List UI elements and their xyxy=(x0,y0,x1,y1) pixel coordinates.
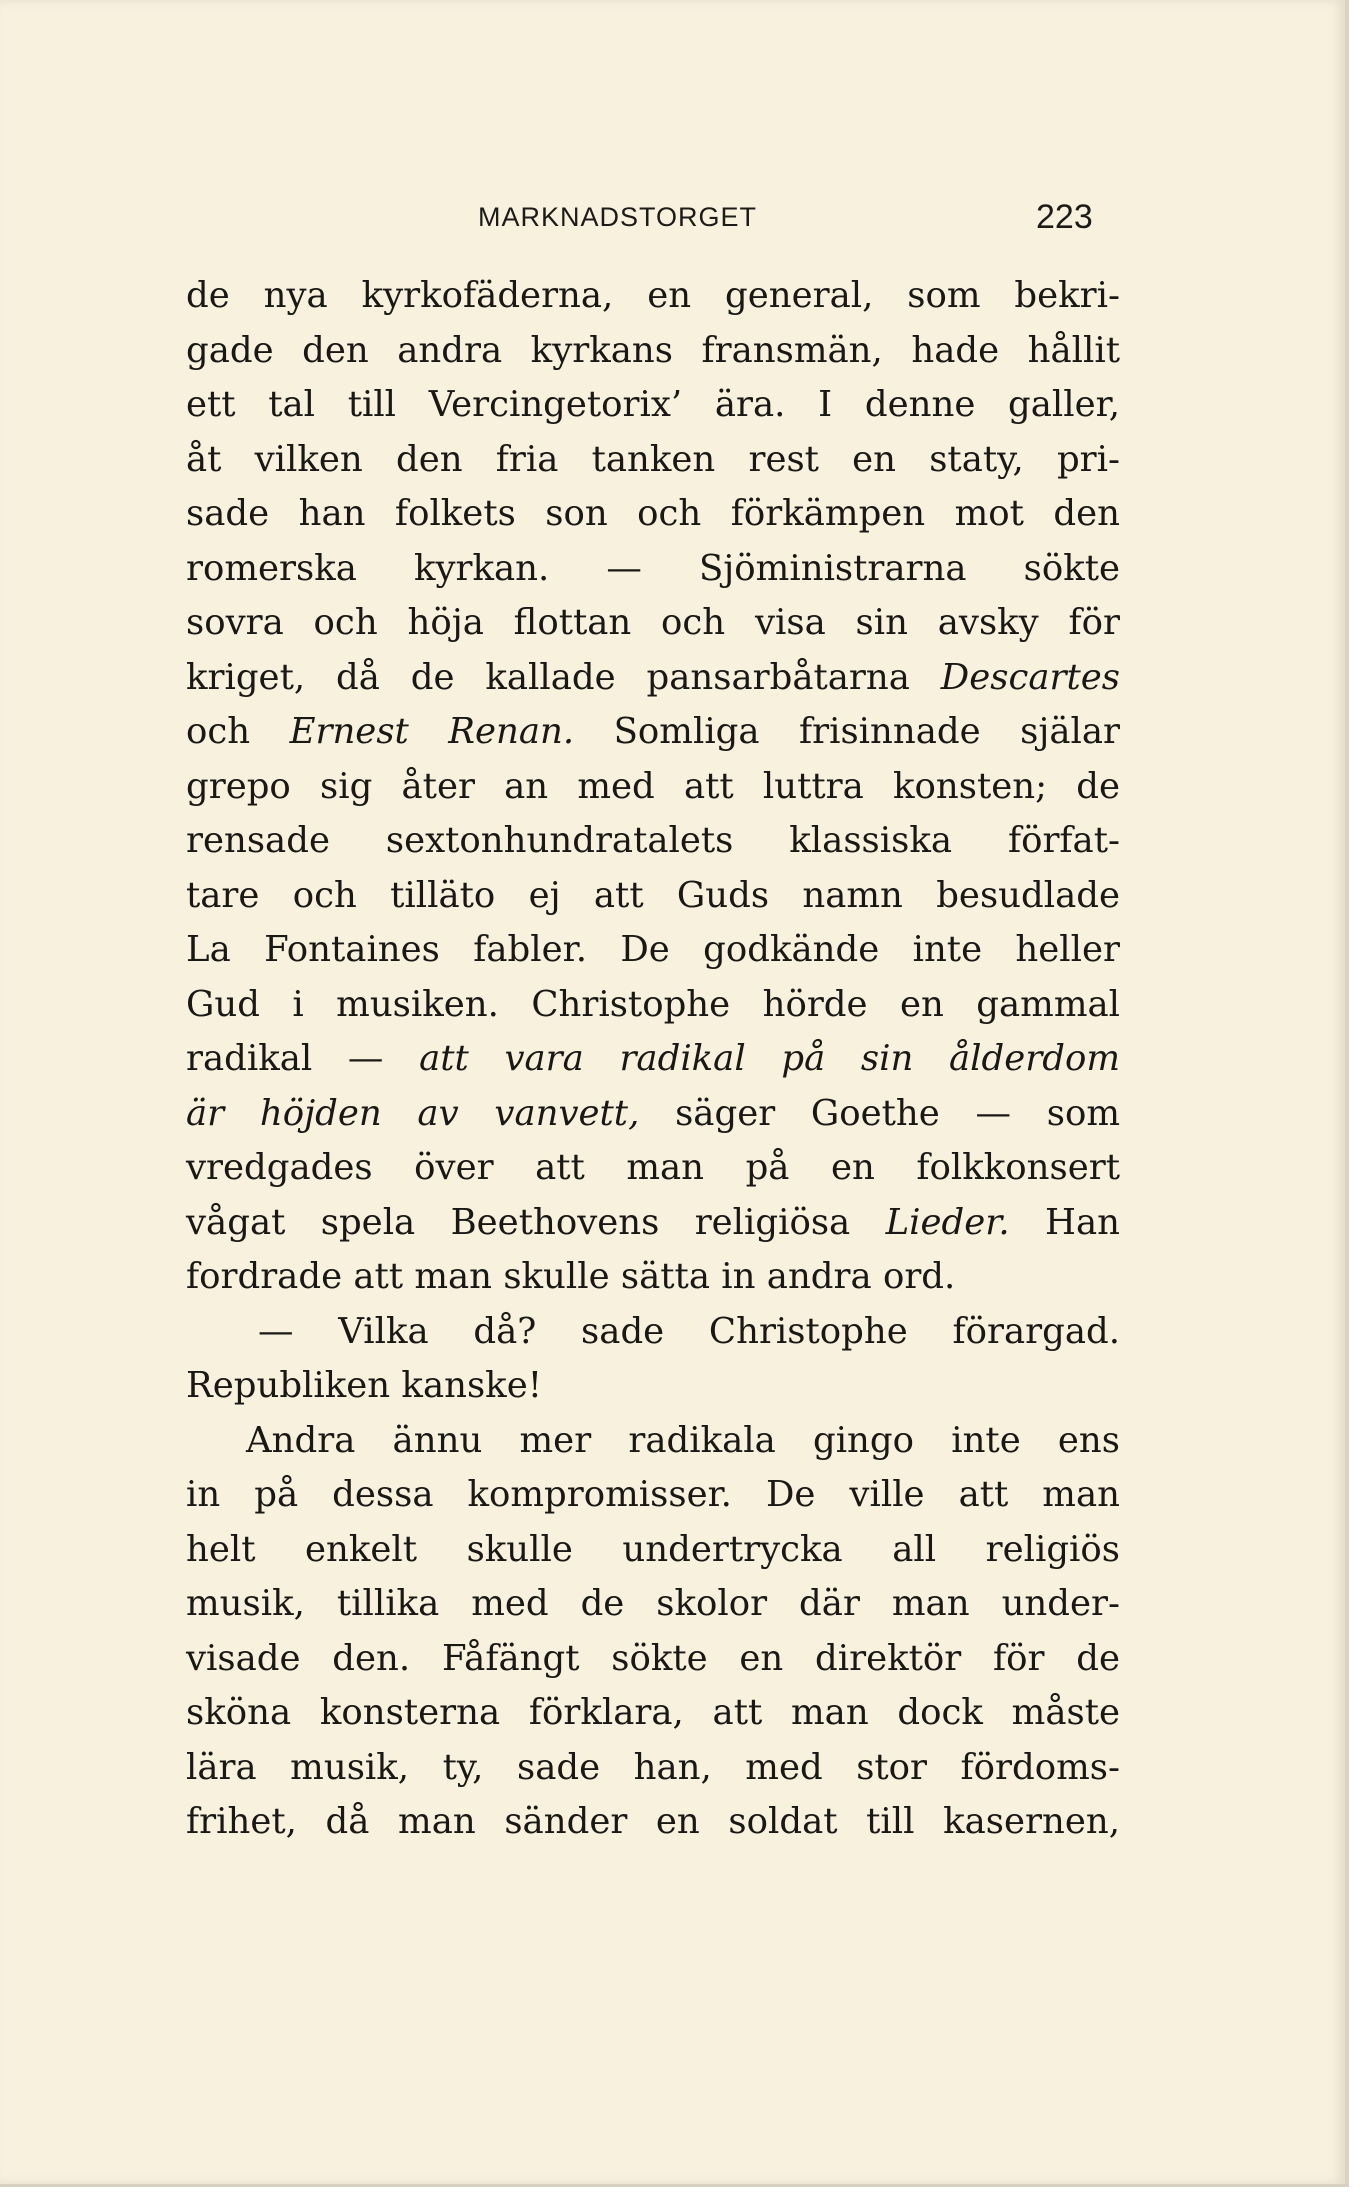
text-line xyxy=(186,705,1120,760)
text-line xyxy=(186,1087,1120,1142)
text-line: fordrade att man skulle sätta in andra ord. xyxy=(186,1256,956,1297)
text-line: in på dessa kompromisser. De ville att man xyxy=(186,1474,1120,1515)
text-line: musik, tillika med de skolor där man under- xyxy=(186,1583,1120,1624)
text-line: tare och tilläto ej att Guds namn besudlade xyxy=(186,874,1120,916)
dialogue-line: — Vilka då? sade Christophe förargad. xyxy=(258,1310,1120,1352)
text-line: gade den andra kyrkans fransmän, hade hållit xyxy=(186,329,1120,371)
text-line xyxy=(186,651,1120,706)
italic-ship-name: Ernest Renan. xyxy=(289,711,575,752)
text-line: sköna konsterna förklara, att man dock måste xyxy=(186,1692,1120,1733)
text-run: säger Goethe — som xyxy=(639,1092,1121,1134)
text-line: La Fontaines fabler. De godkände inte heller xyxy=(186,929,1120,970)
running-title: MARKNADSTORGET xyxy=(478,202,758,232)
text-run: Han xyxy=(1009,1201,1120,1243)
text-line: Republiken kanske! xyxy=(186,1365,542,1406)
text-line: vredgades över att man på en folkkonsert xyxy=(186,1147,1120,1188)
italic-quote: är höjden av vanvett, xyxy=(186,1092,640,1134)
text-line: grepo sig åter an med att luttra konsten; de xyxy=(186,765,1120,807)
text-line: Gud i musiken. Christophe hörde en gammal xyxy=(186,983,1120,1025)
text-line: visade den. Fåfängt sökte en direktör för de xyxy=(186,1637,1120,1679)
text-line: sade han folkets son och förkämpen mot den xyxy=(186,493,1120,534)
italic-ship-name: Descartes xyxy=(940,656,1120,698)
text-line xyxy=(186,1032,1120,1087)
text-line: de nya kyrkofäderna, en general, som bekri- xyxy=(186,275,1120,316)
text-line: helt enkelt skulle undertrycka all religiös xyxy=(186,1528,1120,1570)
italic-quote: att vara radikal på sin ålderdom xyxy=(419,1038,1120,1079)
text-line xyxy=(186,1196,1120,1251)
page-number: 223 xyxy=(1036,198,1093,236)
text-line: frihet, då man sänder en soldat till kasernen, xyxy=(186,1801,1120,1842)
body-text xyxy=(186,269,1120,1850)
text-run: radikal — xyxy=(186,1038,420,1079)
text-run: vågat spela Beethovens religiösa xyxy=(186,1201,886,1243)
page-edge xyxy=(0,2184,1349,2187)
text-line: lära musik, ty, sade han, med stor fördoms- xyxy=(186,1746,1120,1788)
text-line: rensade sextonhundratalets klassiska förfat- xyxy=(186,820,1120,861)
page-edge xyxy=(1345,0,1349,2184)
text-line: ett tal till Vercingetorix’ ära. I denne galler, xyxy=(186,384,1120,425)
text-line: åt vilken den fria tanken rest en staty, pri- xyxy=(186,438,1120,480)
text-line: sovra och höja flottan och visa sin avsky för xyxy=(186,602,1120,643)
italic-title: Lieder. xyxy=(885,1201,1010,1243)
paragraph-start: Andra ännu mer radikala gingo inte ens xyxy=(246,1419,1120,1461)
text-run: kriget, då de kallade pansarbåtarna xyxy=(186,656,941,698)
text-line: romerska kyrkan. — Sjöministrarna sökte xyxy=(186,547,1120,589)
text-run: och xyxy=(186,711,290,752)
text-run: Somliga frisinnade själar xyxy=(574,711,1120,752)
